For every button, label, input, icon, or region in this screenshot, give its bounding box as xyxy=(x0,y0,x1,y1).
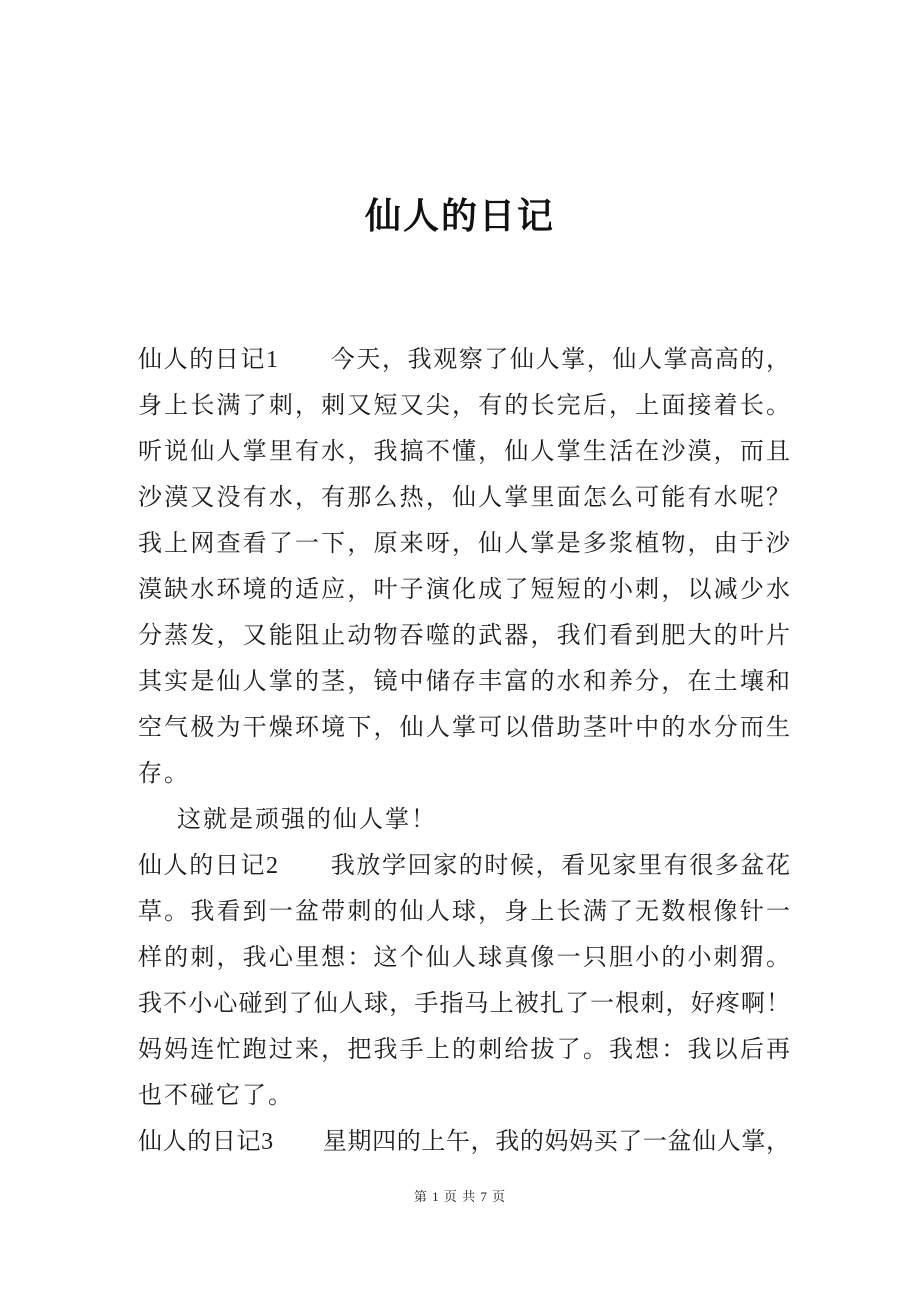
text-line: 也不碰它了。 xyxy=(138,1083,294,1109)
page-title: 仙人的日记 xyxy=(364,196,555,236)
text-line: 仙人的日记3 星期四的上午，我的妈妈买了一盆仙人掌， xyxy=(138,1129,790,1155)
text-line: 样的刺，我心里想：这个仙人球真像一只胆小的小刺猬。 xyxy=(138,945,790,971)
text-line: 听说仙人掌里有水，我搞不懂，仙人掌生活在沙漠，而且 xyxy=(138,439,790,465)
text-line: 分蒸发，又能阻止动物吞噬的武器，我们看到肥大的叶片 xyxy=(138,623,790,649)
text-line: 草。我看到一盆带刺的仙人球，身上长满了无数根像针一 xyxy=(138,899,790,925)
page-number-label: 第 1 页 共 7 页 xyxy=(413,1189,507,1204)
text-line: 仙人的日记2 我放学回家的时候，看见家里有很多盆花 xyxy=(138,853,790,879)
text-line: 我上网查看了一下，原来呀，仙人掌是多浆植物，由于沙 xyxy=(138,531,790,557)
text-line: 仙人的日记1 今天，我观察了仙人掌，仙人掌高高的， xyxy=(138,347,790,373)
document-body xyxy=(138,337,790,1165)
text-line: 存。 xyxy=(138,761,190,787)
text-line: 这就是顽强的仙人掌！ xyxy=(177,807,437,833)
text-line: 漠缺水环境的适应，叶子演化成了短短的小刺，以减少水 xyxy=(138,577,790,603)
text-line: 沙漠又没有水，有那么热，仙人掌里面怎么可能有水呢？ xyxy=(138,485,790,511)
text-line: 空气极为干燥环境下，仙人掌可以借助茎叶中的水分而生 xyxy=(138,715,790,741)
text-line: 我不小心碰到了仙人球，手指马上被扎了一根刺，好疼啊！ xyxy=(138,991,790,1017)
text-line: 身上长满了刺，刺又短又尖，有的长完后，上面接着长。 xyxy=(138,393,790,419)
page-footer xyxy=(0,1186,920,1205)
text-line: 其实是仙人掌的茎，镜中储存丰富的水和养分，在土壤和 xyxy=(138,669,790,695)
text-line: 妈妈连忙跑过来，把我手上的刺给拔了。我想：我以后再 xyxy=(138,1037,790,1063)
